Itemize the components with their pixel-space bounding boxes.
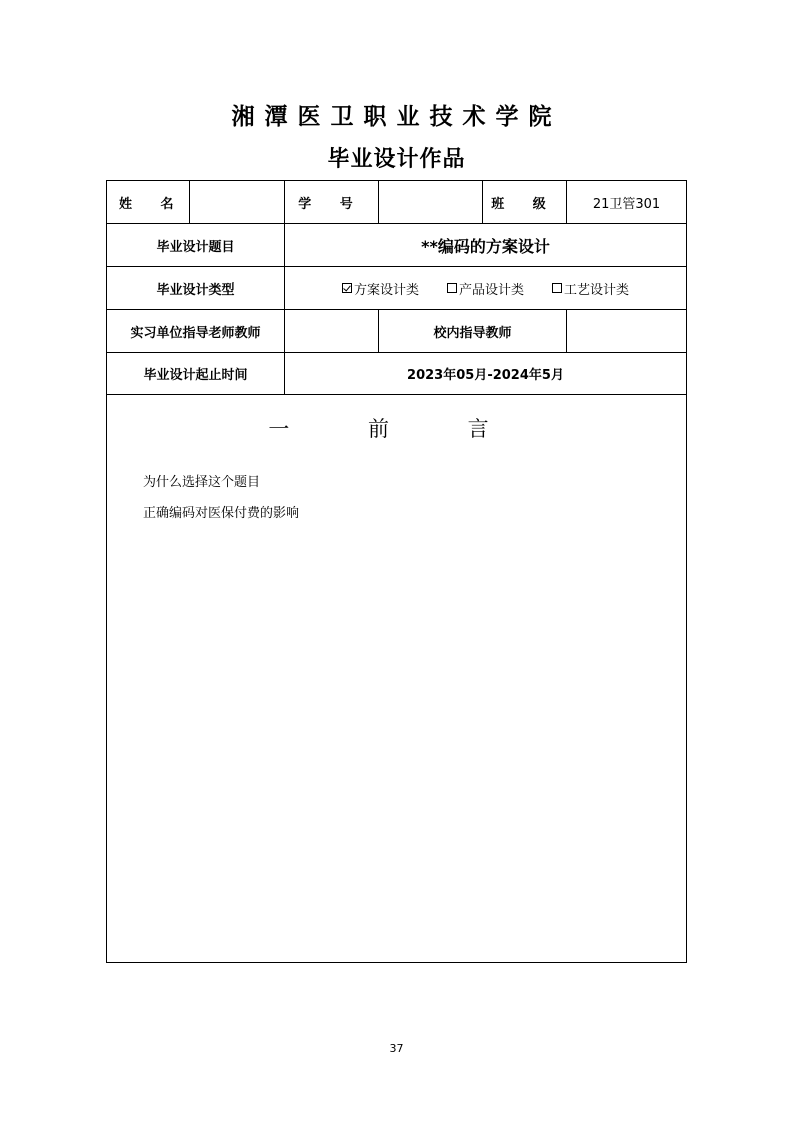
school-name: 湘潭医卫职业技术学院: [231, 103, 562, 130]
design-topic-field[interactable]: **编码的方案设计: [421, 236, 550, 256]
design-type-label: 毕业设计类型: [107, 267, 285, 309]
document-title: 毕业设计作品: [327, 146, 466, 172]
external-advisor-label: 实习单位指导老师教师: [107, 310, 285, 352]
student-id-field[interactable]: [379, 181, 483, 223]
design-topic-label: 毕业设计题目: [107, 224, 285, 266]
form-row-student-info: [107, 181, 686, 224]
content-line: 正确编码对医保付费的影响: [143, 506, 300, 521]
student-id-label: 学 号: [285, 181, 379, 223]
design-form: [106, 180, 687, 963]
form-row-period: [107, 353, 686, 395]
name-field[interactable]: [190, 181, 285, 223]
content-line: 为什么选择这个题目: [143, 475, 261, 490]
name-label: 姓 名: [107, 181, 190, 223]
section-heading: 一 前 言: [268, 417, 525, 441]
internal-advisor-field[interactable]: [567, 310, 686, 352]
class-field[interactable]: 21卫管301: [592, 196, 661, 212]
design-type-option-scheme[interactable]: 方案设计类: [342, 279, 419, 298]
page-number: 37: [389, 1042, 404, 1055]
design-type-options: [285, 267, 686, 309]
design-period-field[interactable]: 2023年05月-2024年5月: [407, 368, 564, 383]
external-advisor-field[interactable]: [285, 310, 379, 352]
form-row-design-topic: [107, 224, 686, 267]
checkbox-empty-icon[interactable]: [552, 283, 562, 293]
form-row-design-type: [107, 267, 686, 310]
internal-advisor-label: 校内指导教师: [379, 310, 567, 352]
checkbox-checked-icon[interactable]: [342, 283, 352, 293]
class-label: 班 级: [483, 181, 567, 223]
design-type-option-product[interactable]: 产品设计类: [447, 279, 524, 298]
design-period-label: 毕业设计起止时间: [107, 353, 285, 394]
form-row-advisors: [107, 310, 686, 353]
design-type-option-process[interactable]: 工艺设计类: [552, 279, 629, 298]
checkbox-empty-icon[interactable]: [447, 283, 457, 293]
